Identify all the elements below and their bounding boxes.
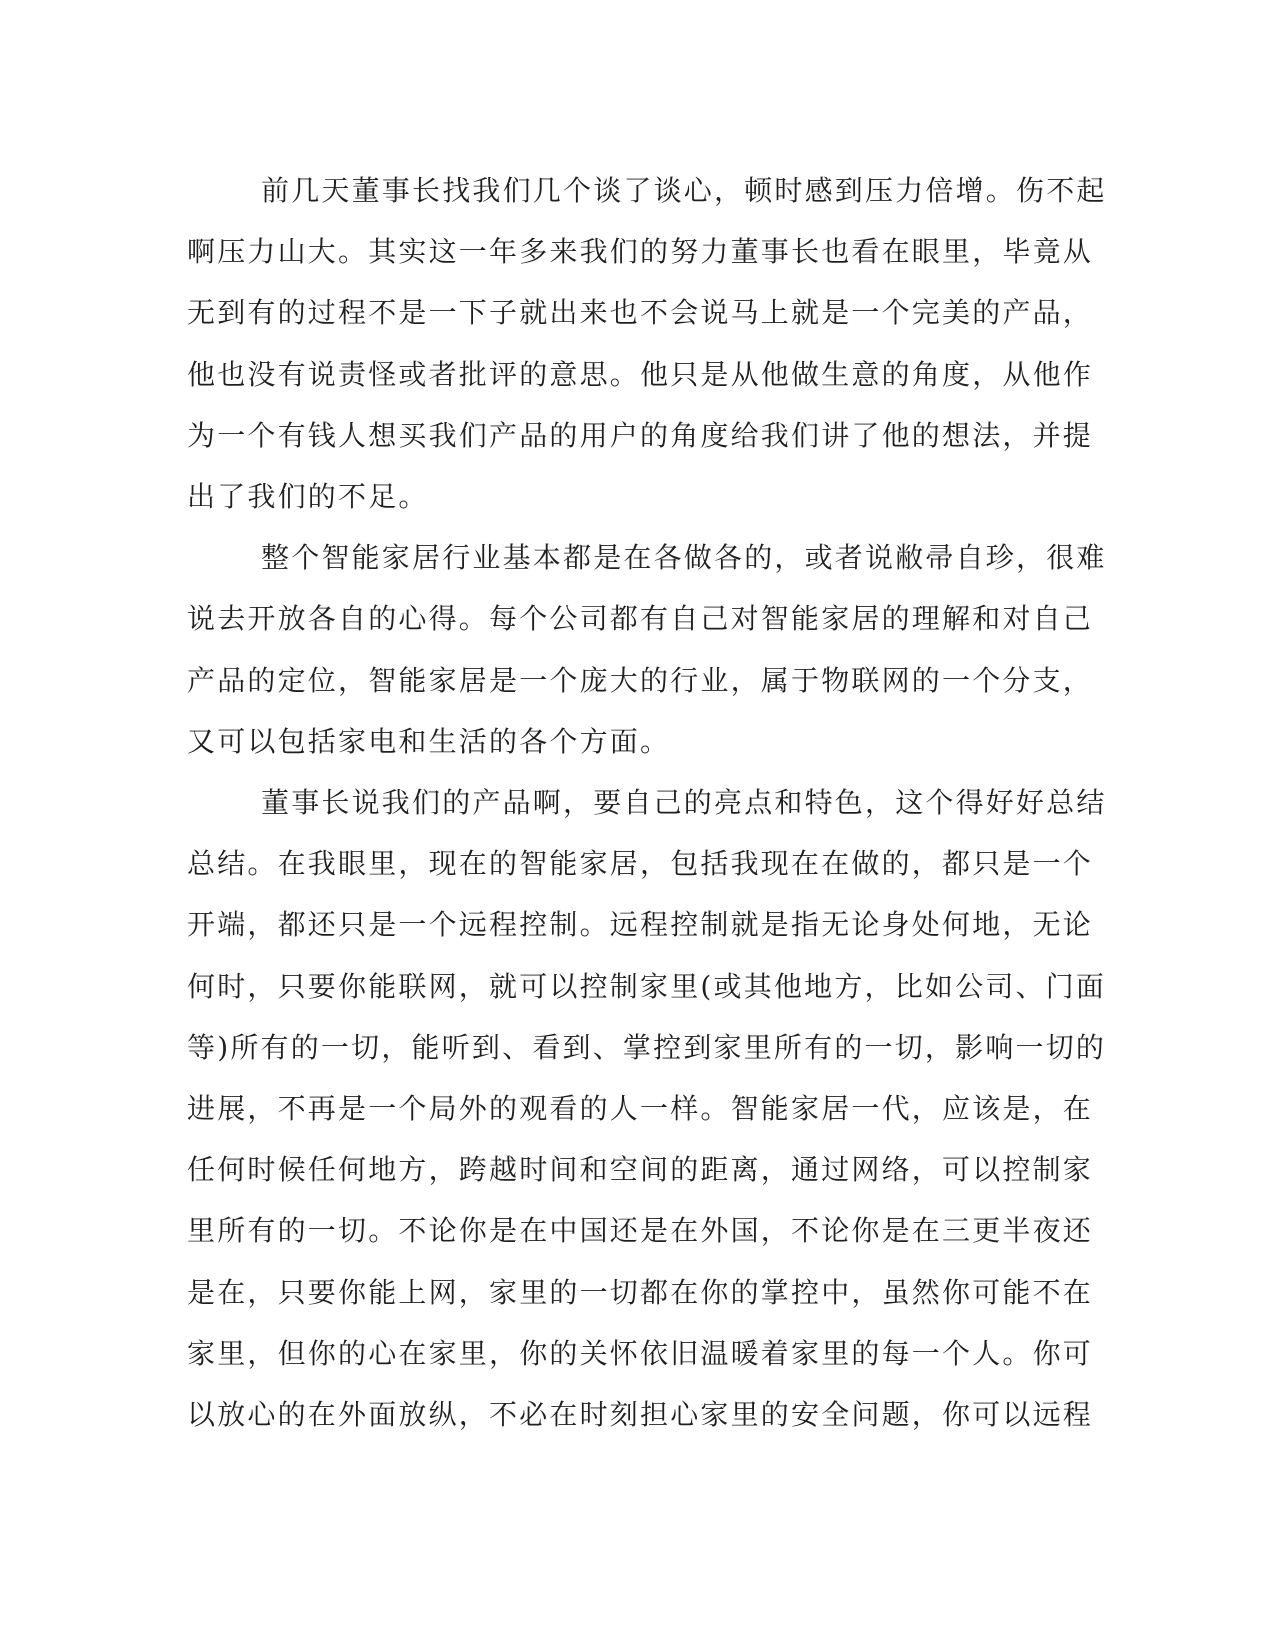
- text-line: 产品的定位，智能家居是一个庞大的行业，属于物联网的一个分支，: [187, 663, 1094, 697]
- paragraph-2: [187, 527, 1107, 772]
- text-line: 他也没有说责怪或者批评的意思。他只是从他做生意的角度，从他作: [187, 357, 1094, 391]
- text-line: 董事长说我们的产品啊，要自己的亮点和特色，这个得好好总结: [261, 786, 1107, 820]
- text-line: 又可以包括家电和生活的各个方面。: [187, 724, 671, 758]
- text-line: 前几天董事长找我们几个谈了谈心，顿时感到压力倍增。伤不起: [261, 174, 1107, 207]
- text-line: 家里，但你的心在家里，你的关怀依旧温暖着家里的每一个人。你可: [187, 1336, 1094, 1370]
- text-line: 何时，只要你能联网，就可以控制家里(或其他地方，比如公司、门面: [187, 969, 1107, 1003]
- body-text: [187, 160, 1107, 1445]
- text-line: 任何时候任何地方，跨越时间和空间的距离，通过网络，可以控制家: [187, 1153, 1094, 1187]
- text-line: 开端，都还只是一个远程控制。远程控制就是指无论身处何地，无论: [187, 908, 1094, 942]
- text-line: 进展，不再是一个局外的观看的人一样。智能家居一代，应该是，在: [187, 1092, 1094, 1126]
- text-line: 说去开放各自的心得。每个公司都有自己对智能家居的理解和对自己: [187, 602, 1094, 636]
- text-line: 为一个有钱人想买我们产品的用户的角度给我们讲了他的想法，并提: [187, 418, 1094, 452]
- text-line: 等)所有的一切，能听到、看到、掌控到家里所有的一切，影响一切的: [187, 1030, 1107, 1064]
- text-line: 啊压力山大。其实这一年多来我们的努力董事长也看在眼里，毕竟从: [187, 235, 1094, 269]
- text-line: 是在，只要你能上网，家里的一切都在你的掌控中，虽然你可能不在: [187, 1275, 1094, 1309]
- text-line: 以放心的在外面放纵，不必在时刻担心家里的安全问题，你可以远程: [187, 1398, 1094, 1432]
- paragraph-1: [187, 160, 1107, 527]
- paragraph-3: [187, 772, 1107, 1445]
- text-line: 整个智能家居行业基本都是在各做各的，或者说敝帚自珍，很难: [261, 541, 1107, 575]
- text-line: 里所有的一切。不论你是在中国还是在外国，不论你是在三更半夜还: [187, 1214, 1094, 1248]
- text-line: 无到有的过程不是一下子就出来也不会说马上就是一个完美的产品，: [187, 296, 1094, 330]
- text-line: 总结。在我眼里，现在的智能家居，包括我现在在做的，都只是一个: [187, 847, 1094, 881]
- text-line: 出了我们的不足。: [187, 480, 429, 514]
